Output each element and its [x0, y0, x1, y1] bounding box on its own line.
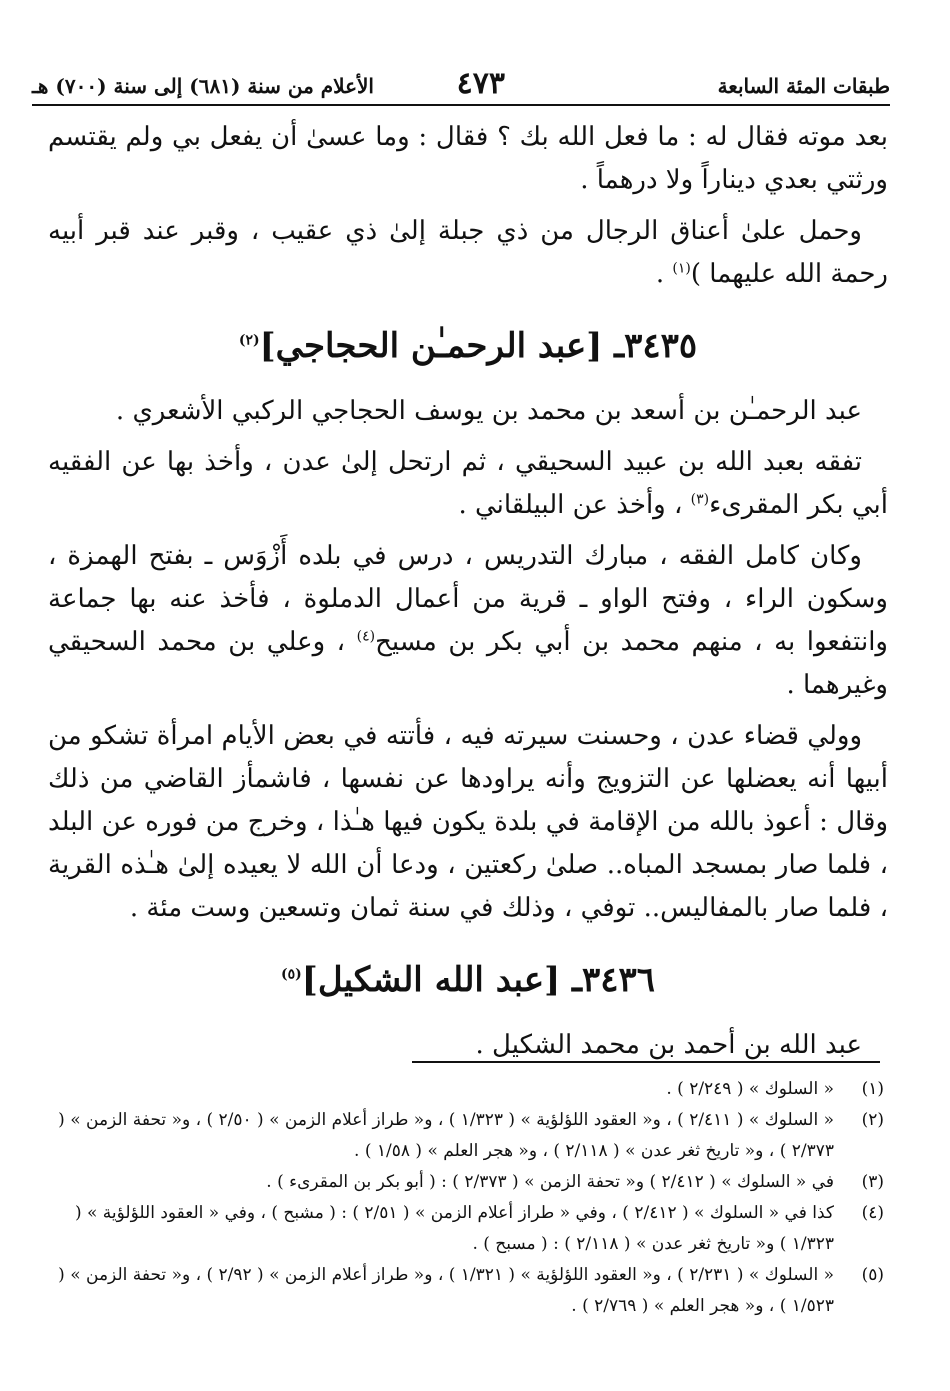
footnote-number: (٣)	[861, 1172, 884, 1192]
footnote	[54, 1167, 884, 1198]
paragraph-end: ، وأخذ عن البيلقاني .	[458, 490, 691, 520]
footnote-text: « السلوك » ( ٢/٢٣١ ) ، و« العقود اللؤلؤية » ( ١/٣٢١ ) ، و« طراز أعلام الزمن » ( ٢/٩٢ ) ، و« تحفة الزمن » ( ١/٥٢٣ ) ، و« هجر العلم » ( ٢/٧٦٩ ) .	[58, 1265, 834, 1316]
entry-heading	[48, 956, 888, 1004]
footnote-ref: (١)	[672, 260, 691, 277]
page-number: ٤٧٣	[456, 66, 505, 101]
footnote-ref: (٣)	[690, 491, 710, 508]
paragraph-text: تفقه بعبد الله بن عبيد السحيقي ، ثم ارتحل إلىٰ عدن ، وأخذ بها عن الفقيه أبي بكر المقرىء	[48, 447, 888, 520]
footnote-number: (٢)	[861, 1110, 884, 1130]
paragraph	[48, 441, 888, 527]
paragraph-end: ، وعلي بن محمد السحيقي وغيرهما .	[48, 627, 888, 700]
footnote	[54, 1260, 884, 1322]
paragraph	[48, 535, 888, 707]
footnote-ref: (٥)	[280, 966, 302, 983]
paragraph: عبد الله بن أحمد بن محمد الشكيل .	[475, 1030, 862, 1060]
entry-heading	[48, 322, 888, 370]
footnote-text: « السلوك » ( ٢/٤١١ ) ، و« العقود اللؤلؤية » ( ١/٣٢٣ ) ، و« طراز أعلام الزمن » ( ٢/٥٠ ) ، و« تحفة الزمن » ( ٢/٣٧٣ ) ، و« تاريخ ثغر عدن » ( ٢/١١٨ ) ، و« هجر العلم » ( ١/٥٨ ) .	[58, 1110, 834, 1161]
running-title-right: طبقات المئة السابعة	[717, 74, 890, 98]
footnote-text: كذا في « السلوك » ( ٢/٤١٢ ) ، وفي « طراز أعلام الزمن » ( ٢/٥١ ) : ( مشبح ) ، وفي « العقود اللؤلؤية » ( ١/٣٢٣ ) و« تاريخ ثغر عدن » ( ٢/١١٨ ) : ( مسبح ) .	[74, 1203, 834, 1254]
paragraph-end: .	[655, 259, 673, 289]
footnote-number: (٤)	[861, 1203, 884, 1223]
paragraph: وولي قضاء عدن ، وحسنت سيرته فيه ، فأتته في بعض الأيام امرأة تشكو من أبيها أنه يعضلها عن التزويج وأنه يراودها عن نفسها ، فاشمأز القاضي من ذلك وقال : أعوذ بالله من الإقامة في بلدة يكون فيها هـٰذا ، وخرج من فوره عن البلد ، فلما صار بمسجد المباه.. صلىٰ ركعتين ، ودعا أن الله لا يعيده إلىٰ هـٰذه القرية ، فلما صار بالمفاليس.. توفي ، وذلك في سنة ثمان وتسعين وست مئة .	[48, 721, 888, 923]
footnote-ref: (٢)	[238, 332, 260, 349]
footnote-ref: (٤)	[356, 628, 376, 645]
paragraph	[48, 210, 888, 296]
footnote-text: « السلوك » ( ٢/٢٤٩ ) .	[666, 1079, 834, 1099]
footnote-number: (١)	[861, 1079, 884, 1099]
running-title-left: الأعلام من سنة (٦٨١) إلى سنة (٧٠٠) هـ	[32, 74, 374, 98]
page-header	[32, 62, 890, 106]
footnote-number: (٥)	[861, 1265, 884, 1285]
paragraph-text: وكان كامل الفقه ، مبارك التدريس ، درس في بلده أَزْوَس ـ بفتح الهمزة ، وسكون الراء ، وفتح الواو ـ قرية من أعمال الدملوة ، فأخذ عنه بها جماعة وانتفعوا به ، منهم محمد بن أبي بكر بن مسيح	[48, 541, 888, 657]
entry-title-text: ٣٤٣٥ـ [عبد الرحمـٰن الحجاجي]	[259, 326, 698, 366]
footnote	[54, 1074, 884, 1105]
main-text	[48, 116, 888, 1075]
footnote	[54, 1105, 884, 1167]
footnote-text: في « السلوك » ( ٢/٤١٢ ) و« تحفة الزمن » ( ٢/٣٧٣ ) : ( أبو بكر بن المقرىء ) .	[266, 1172, 834, 1192]
footnote-divider	[412, 1061, 880, 1063]
paragraph-text: وحمل علىٰ أعناق الرجال من ذي جبلة إلىٰ ذي عقيب ، وقبر عند قبر أبيه رحمة الله عليهما )	[48, 216, 888, 289]
footnotes	[54, 1074, 884, 1322]
paragraph: عبد الرحمـٰن بن أسعد بن محمد بن يوسف الحجاجي الركبي الأشعري .	[115, 396, 862, 426]
paragraph: بعد موته فقال له : ما فعل الله بك ؟ فقال : وما عسىٰ أن يفعل بي ولم يقتسم ورثتي بعدي ديناراً ولا درهماً .	[48, 122, 888, 195]
footnote	[54, 1198, 884, 1260]
entry-title-text: ٣٤٣٦ـ [عبد الله الشكيل]	[301, 960, 656, 1000]
